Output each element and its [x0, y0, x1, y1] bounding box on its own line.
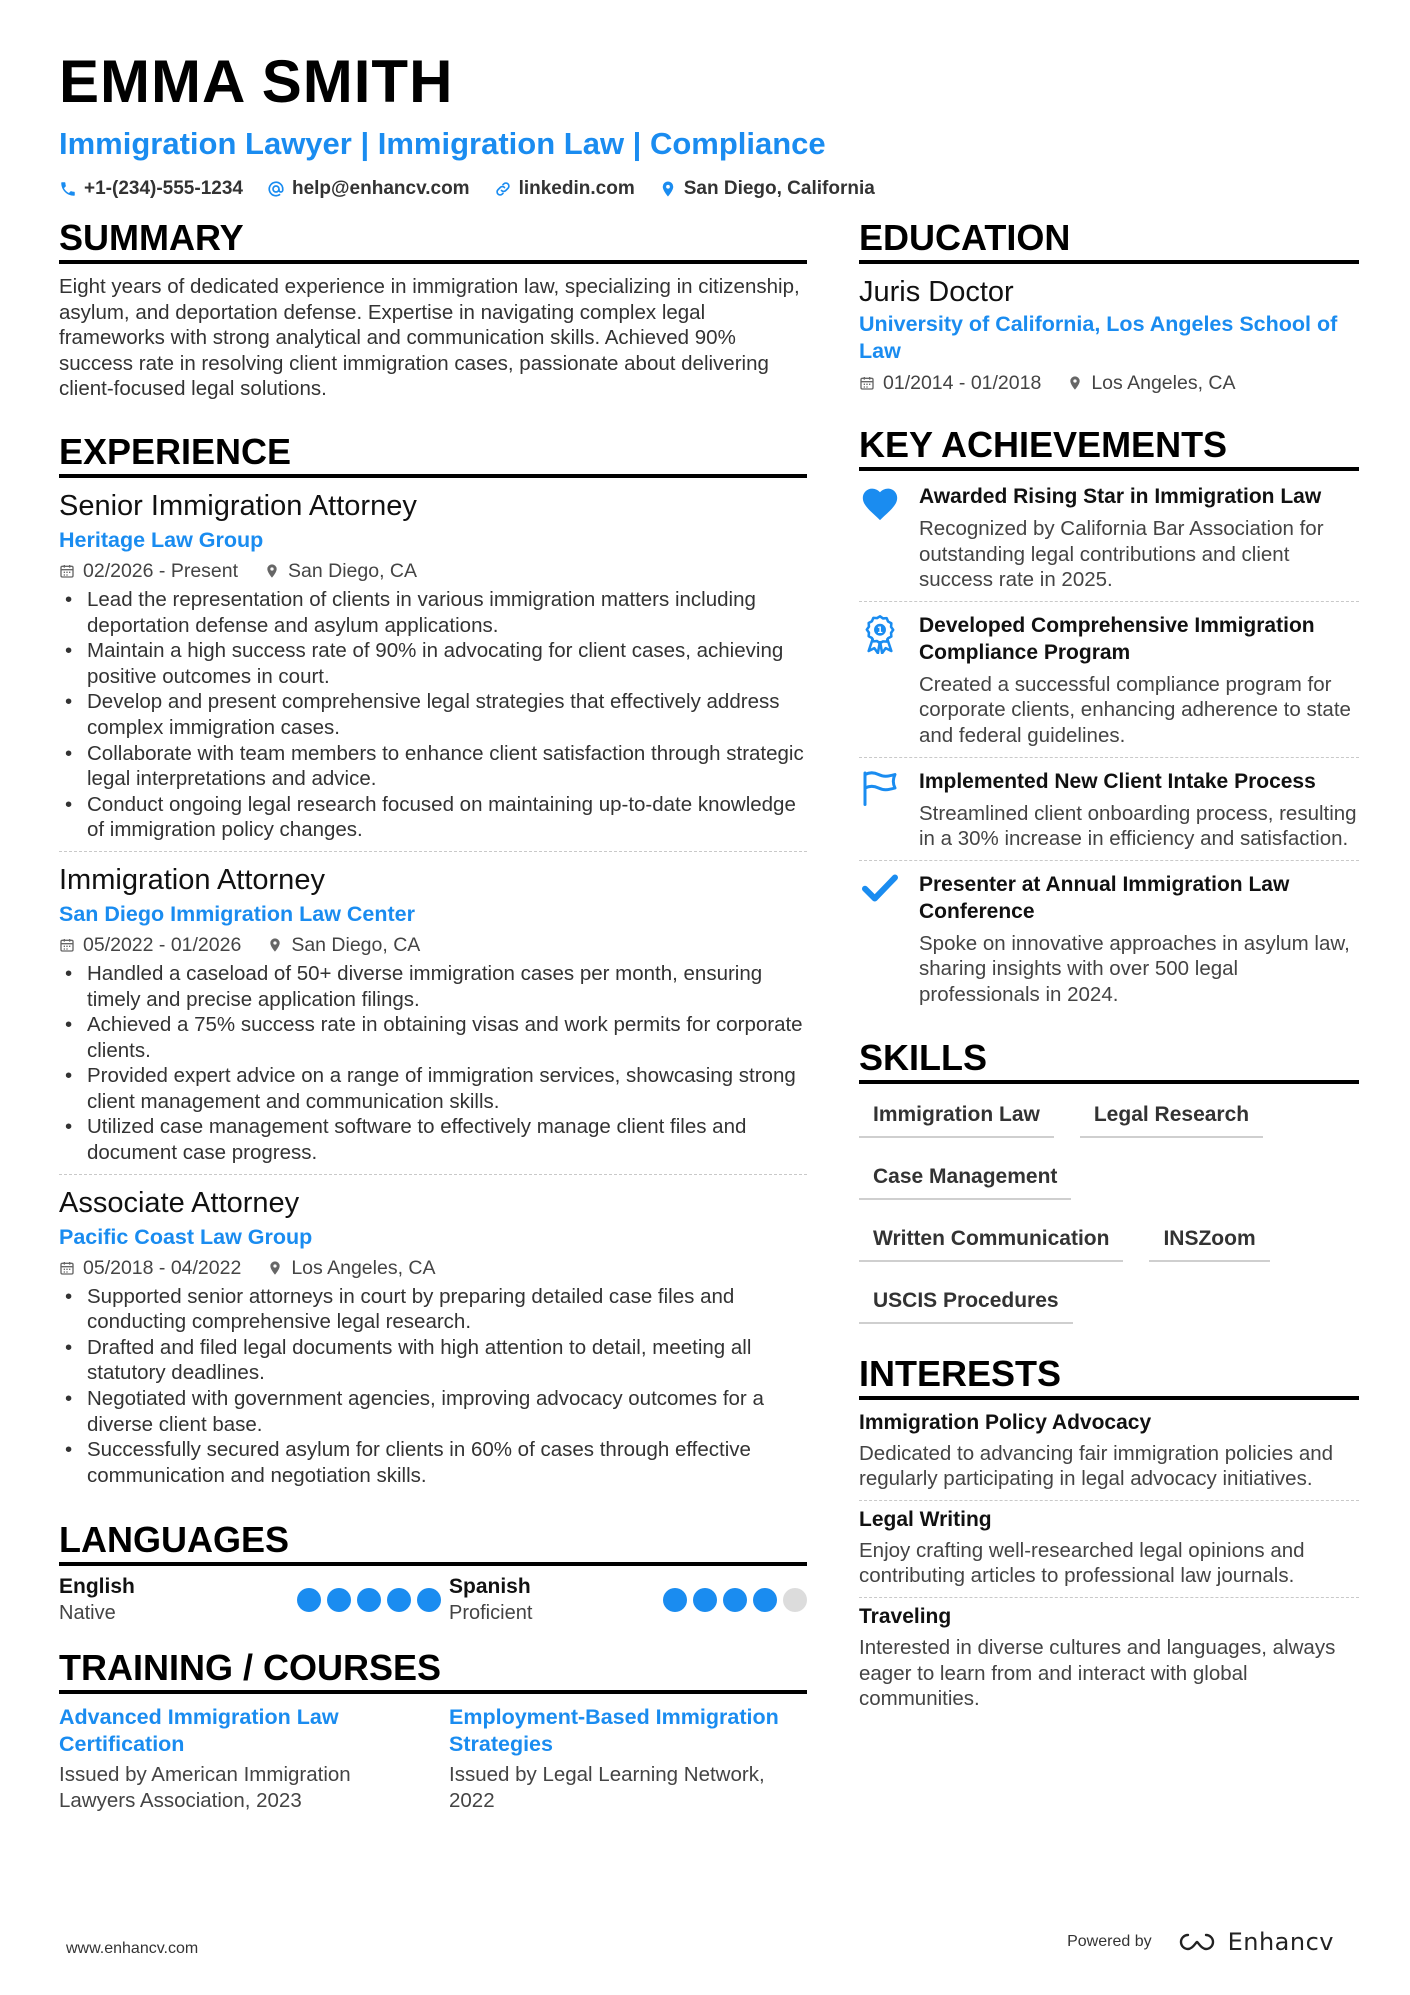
achievement-desc: Recognized by California Bar Association for outstanding legal contributions and client success rate in 2025. — [919, 517, 1324, 592]
language-level: Native — [59, 1602, 116, 1625]
job-bullet: • Successfully secured asylum for clients in 60% of cases through effective communication and negotiation skills. — [59, 1437, 807, 1488]
job-location — [264, 557, 417, 585]
achievement-title: Implemented New Client Intake Process — [919, 769, 1316, 793]
job-bullet: • Negotiated with government agencies, improving advocacy outcomes for a diverse client base. — [59, 1386, 807, 1437]
contact-phone — [59, 178, 243, 200]
summary-text: Eight years of dedicated experience in immigration law, specializing in citizenship, asylum, and deportation defense. Expertise in navigating complex legal frameworks with strong analytical and communication skills. Achieved 90% success rate in resolving client immigration cases, passionate about delivering client-focused legal solutions. — [59, 275, 800, 401]
education-dates — [859, 369, 1041, 397]
linkedin-text: linkedin.com — [518, 178, 635, 199]
rating-dot-filled — [693, 1588, 717, 1612]
achievement-body — [919, 483, 1359, 593]
language-level: Proficient — [449, 1602, 533, 1625]
languages-section — [59, 1518, 807, 1626]
job-bullet: • Supported senior attorneys in court by preparing detailed case files and conducting comprehensive legal research. — [59, 1284, 807, 1335]
contact-linkedin[interactable] — [494, 178, 635, 200]
interest-desc: Enjoy crafting well-researched legal opinions and contributing articles to professional law journals. — [859, 1538, 1305, 1588]
section-title-achievements: KEY ACHIEVEMENTS — [859, 423, 1359, 471]
job-bullets — [59, 587, 807, 843]
link-icon — [494, 180, 512, 198]
job-bullet: • Lead the representation of clients in various immigration matters including deportation defense and asylum applications. — [59, 587, 807, 638]
achievement-body — [919, 612, 1359, 749]
job-location-text: San Diego, CA — [291, 933, 421, 956]
course-item — [449, 1704, 807, 1814]
achievement-icon-wrap — [859, 483, 901, 593]
section-title-education: EDUCATION — [859, 216, 1359, 264]
language-rating — [297, 1588, 441, 1612]
location-pin-icon — [267, 937, 283, 953]
svg-text:1: 1 — [877, 625, 883, 636]
job-location-text: Los Angeles, CA — [291, 1256, 436, 1279]
language-list — [59, 1574, 807, 1626]
calendar-icon — [59, 563, 75, 579]
language-item — [449, 1574, 807, 1626]
resume-header — [59, 40, 1359, 200]
course-title: Advanced Immigration Law Certification — [59, 1705, 339, 1757]
language-name: Spanish — [449, 1575, 531, 1599]
job-bullets — [59, 961, 807, 1166]
job-entry — [59, 851, 807, 1174]
course-desc: Issued by Legal Learning Network, 2022 — [449, 1763, 765, 1813]
section-title-summary: SUMMARY — [59, 216, 807, 264]
language-rating — [663, 1588, 807, 1612]
enhancv-logo-icon — [1174, 1931, 1220, 1953]
interest-title: Legal Writing — [859, 1507, 992, 1531]
contact-email[interactable] — [267, 178, 470, 200]
job-title: Associate Attorney — [59, 1186, 300, 1219]
section-title-languages: LANGUAGES — [59, 1518, 807, 1566]
rating-dot-filled — [753, 1588, 777, 1612]
left-column — [59, 216, 807, 1814]
job-meta — [59, 557, 807, 585]
rating-dot-empty — [783, 1588, 807, 1612]
job-dates-text: 05/2022 - 01/2026 — [83, 933, 242, 956]
calendar-icon — [59, 1260, 75, 1276]
skills-section — [859, 1036, 1359, 1324]
skill-tag: Written Communication — [859, 1218, 1123, 1262]
training-section — [59, 1646, 807, 1814]
powered-by-label: Powered by — [1067, 1933, 1152, 1950]
job-entry — [59, 488, 807, 851]
job-bullet: • Develop and present comprehensive legal strategies that effectively address complex immigration cases. — [59, 689, 807, 740]
achievement-icon-wrap — [859, 612, 901, 749]
language-name: English — [59, 1575, 135, 1599]
job-bullet: • Conduct ongoing legal research focused on maintaining up-to-date knowledge of immigration policy changes. — [59, 792, 807, 843]
contact-location — [659, 178, 875, 200]
rating-dot-filled — [387, 1588, 411, 1612]
job-meta — [59, 1254, 807, 1282]
flag-icon — [860, 770, 900, 806]
candidate-subtitle: Immigration Lawyer | Immigration Law | Compliance — [59, 126, 826, 161]
job-bullet: • Provided expert advice on a range of immigration services, showcasing strong client management and communication skills. — [59, 1063, 807, 1114]
section-title-skills: SKILLS — [859, 1036, 1359, 1084]
achievement-item — [859, 860, 1359, 1016]
achievement-body — [919, 768, 1359, 852]
job-bullets — [59, 1284, 807, 1489]
job-bullet: • Utilized case management software to effectively manage client files and document case progress. — [59, 1114, 807, 1165]
skill-tag: Immigration Law — [859, 1094, 1054, 1138]
job-company: Pacific Coast Law Group — [59, 1224, 313, 1249]
interest-title: Traveling — [859, 1604, 952, 1628]
job-dates-text: 05/2018 - 04/2022 — [83, 1256, 242, 1279]
right-column — [859, 216, 1359, 1712]
education-dates-text: 01/2014 - 01/2018 — [883, 372, 1042, 394]
job-company: Heritage Law Group — [59, 527, 264, 552]
job-location — [267, 931, 420, 959]
rating-dot-filled — [357, 1588, 381, 1612]
rating-dot-filled — [297, 1588, 321, 1612]
achievement-icon-wrap — [859, 871, 901, 1008]
interests-section — [859, 1352, 1359, 1712]
job-dates — [59, 1254, 241, 1282]
footer-branding — [1067, 1928, 1334, 1956]
location-text: San Diego, California — [683, 178, 875, 199]
achievement-title: Presenter at Annual Immigration Law Conference — [919, 872, 1290, 923]
education-location-text: Los Angeles, CA — [1091, 372, 1236, 394]
phone-text: +1-(234)-555-1234 — [84, 178, 243, 199]
phone-icon — [59, 180, 77, 198]
achievement-desc: Streamlined client onboarding process, resulting in a 30% increase in efficiency and satisfaction. — [919, 801, 1357, 851]
course-title: Employment-Based Immigration Strategies — [449, 1705, 779, 1757]
job-meta — [59, 931, 807, 959]
education-meta — [859, 369, 1359, 397]
section-title-interests: INTERESTS — [859, 1352, 1359, 1400]
footer-website[interactable]: www.enhancv.com — [66, 1940, 199, 1957]
job-location — [267, 1254, 435, 1282]
job-entry — [59, 1174, 807, 1497]
brand-name: Enhancv — [1227, 1928, 1334, 1956]
job-bullet: • Collaborate with team members to enhance client satisfaction through strategic legal interpretations and advice. — [59, 741, 807, 792]
rating-dot-filled — [723, 1588, 747, 1612]
location-pin-icon — [659, 180, 677, 198]
job-company: San Diego Immigration Law Center — [59, 901, 415, 926]
interest-desc: Interested in diverse cultures and languages, always eager to learn from and interact with global communities. — [859, 1635, 1336, 1711]
interest-item — [859, 1500, 1359, 1589]
job-title: Senior Immigration Attorney — [59, 489, 417, 522]
location-pin-icon — [264, 563, 280, 579]
at-sign-icon — [267, 180, 285, 198]
education-section — [859, 216, 1359, 397]
contact-bar — [59, 178, 1359, 200]
achievement-item — [859, 601, 1359, 757]
education-location — [1067, 369, 1235, 397]
checkmark-icon — [862, 873, 898, 903]
interest-desc: Dedicated to advancing fair immigration policies and regularly participating in legal advocacy initiatives. — [859, 1441, 1334, 1491]
experience-section — [59, 430, 807, 1496]
achievement-item — [859, 481, 1359, 601]
heart-icon — [860, 485, 900, 521]
achievement-desc: Spoke on innovative approaches in asylum law, sharing insights with over 500 legal professionals in 2024. — [919, 931, 1350, 1006]
summary-section — [59, 216, 807, 402]
location-pin-icon — [267, 1260, 283, 1276]
course-item — [59, 1704, 449, 1814]
location-pin-icon — [1067, 375, 1083, 391]
achievement-title: Developed Comprehensive Immigration Compliance Program — [919, 613, 1315, 664]
language-text — [449, 1574, 532, 1626]
rating-dot-filled — [327, 1588, 351, 1612]
course-desc: Issued by American Immigration Lawyers Association, 2023 — [59, 1763, 351, 1813]
rating-dot-filled — [417, 1588, 441, 1612]
interest-item — [859, 1597, 1359, 1712]
rating-dot-filled — [663, 1588, 687, 1612]
job-dates — [59, 931, 241, 959]
achievement-title: Awarded Rising Star in Immigration Law — [919, 485, 1322, 508]
job-title: Immigration Attorney — [59, 863, 325, 896]
language-text — [59, 1574, 135, 1626]
language-item — [59, 1574, 449, 1626]
skill-tag: Case Management — [859, 1156, 1071, 1200]
job-dates-text: 02/2026 - Present — [83, 559, 239, 582]
achievement-desc: Created a successful compliance program for corporate clients, enhancing adherence to state and federal guidelines. — [919, 672, 1351, 747]
job-bullet: • Achieved a 75% success rate in obtaining visas and work permits for corporate clients. — [59, 1012, 807, 1063]
job-bullet: • Maintain a high success rate of 90% in advocating for client cases, achieving positive outcomes in court. — [59, 638, 807, 689]
section-title-training: TRAINING / COURSES — [59, 1646, 807, 1694]
skill-list — [859, 1094, 1359, 1324]
email-text: help@enhancv.com — [291, 178, 470, 199]
job-dates — [59, 557, 238, 585]
interest-title: Immigration Policy Advocacy — [859, 1410, 1152, 1434]
achievement-item — [859, 757, 1359, 860]
skill-tag: USCIS Procedures — [859, 1280, 1073, 1324]
achievements-section — [859, 423, 1359, 1016]
job-location-text: San Diego, CA — [288, 559, 418, 582]
skill-tag: INSZoom — [1149, 1218, 1269, 1262]
job-bullet: • Handled a caseload of 50+ diverse immigration cases per month, ensuring timely and precise application filings. — [59, 961, 807, 1012]
candidate-name: EMMA SMITH — [59, 48, 454, 115]
achievement-body — [919, 871, 1359, 1008]
job-bullet: • Drafted and filed legal documents with high attention to detail, meeting all statutory deadlines. — [59, 1335, 807, 1386]
calendar-icon — [859, 375, 875, 391]
brand-logo[interactable] — [1174, 1928, 1334, 1956]
award-badge-icon — [863, 614, 897, 654]
course-list — [59, 1704, 807, 1814]
calendar-icon — [59, 937, 75, 953]
section-title-experience: EXPERIENCE — [59, 430, 807, 478]
achievement-icon-wrap — [859, 768, 901, 852]
interest-item — [859, 1410, 1359, 1492]
education-degree: Juris Doctor — [859, 276, 1014, 308]
skill-tag: Legal Research — [1080, 1094, 1263, 1138]
education-school: University of California, Los Angeles School of Law — [859, 312, 1338, 363]
